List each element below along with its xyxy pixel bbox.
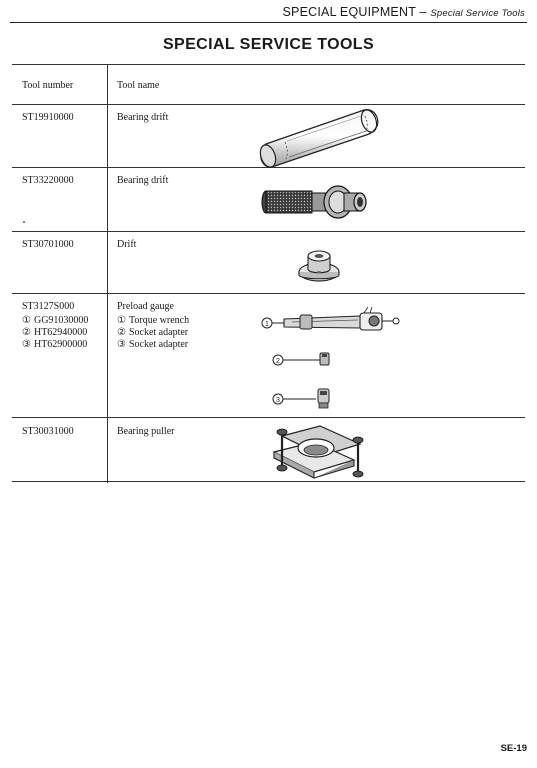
sub-item-name: Torque wrench — [128, 315, 190, 326]
svg-text:3: 3 — [276, 397, 280, 404]
column-divider — [107, 64, 108, 483]
column-header-tool-number: Tool number — [22, 80, 74, 91]
tool-name: Bearing puller — [117, 426, 175, 437]
row-divider — [12, 417, 525, 418]
svg-text:1: 1 — [265, 321, 269, 328]
tool-name: Bearing drift — [117, 175, 169, 186]
tool-number: ST3127S000 — [22, 301, 75, 312]
header-rule — [10, 22, 527, 23]
page-title: SPECIAL SERVICE TOOLS — [162, 36, 375, 53]
tool-name: Preload gauge — [117, 301, 174, 312]
tool-number: ST30701000 — [22, 239, 74, 250]
header-section: SPECIAL EQUIPMENT — [282, 5, 416, 19]
tool-number: ST19910000 — [22, 112, 74, 123]
sub-item — [22, 339, 88, 351]
preload-gauge-set-icon — [252, 298, 412, 414]
sub-item-marker: ③ — [22, 339, 31, 350]
drift-icon — [296, 248, 342, 284]
header-subsection: Special Service Tools — [430, 8, 525, 19]
sub-item — [117, 327, 189, 339]
tools-table — [12, 64, 525, 483]
sub-item-marker: ① — [117, 315, 126, 326]
stray-mark — [23, 221, 25, 223]
knurled-bearing-drift-icon — [258, 182, 378, 222]
sub-item — [22, 327, 88, 339]
sub-item-name: Socket adapter — [128, 339, 189, 350]
bearing-drift-cylinder-icon — [252, 104, 392, 170]
sub-item-number: HT62940000 — [33, 327, 88, 338]
sub-item-marker: ② — [117, 327, 126, 338]
sub-item-number: GG91030000 — [33, 315, 89, 326]
row-divider — [12, 231, 525, 232]
page-number: SE-19 — [500, 743, 527, 754]
row-divider — [12, 293, 525, 294]
tool-name: Bearing drift — [117, 112, 169, 123]
sub-item — [117, 339, 189, 351]
svg-text:2: 2 — [276, 358, 280, 365]
sub-item-marker: ① — [22, 315, 31, 326]
sub-item-numbers — [22, 315, 88, 351]
sub-item-number: HT62900000 — [33, 339, 88, 350]
sub-item-marker: ② — [22, 327, 31, 338]
column-header-tool-name: Tool name — [117, 80, 160, 91]
tool-name: Drift — [117, 239, 137, 250]
sub-item — [22, 315, 88, 327]
sub-item-name: Socket adapter — [128, 327, 189, 338]
table-top-rule — [12, 64, 525, 65]
running-header — [283, 5, 525, 19]
sub-item-names — [117, 315, 189, 351]
header-separator: – — [415, 5, 431, 19]
tool-number: ST33220000 — [22, 175, 74, 186]
tool-number: ST30031000 — [22, 426, 74, 437]
sub-item-marker: ③ — [117, 339, 126, 350]
bearing-puller-icon — [264, 422, 372, 482]
sub-item — [117, 315, 189, 327]
